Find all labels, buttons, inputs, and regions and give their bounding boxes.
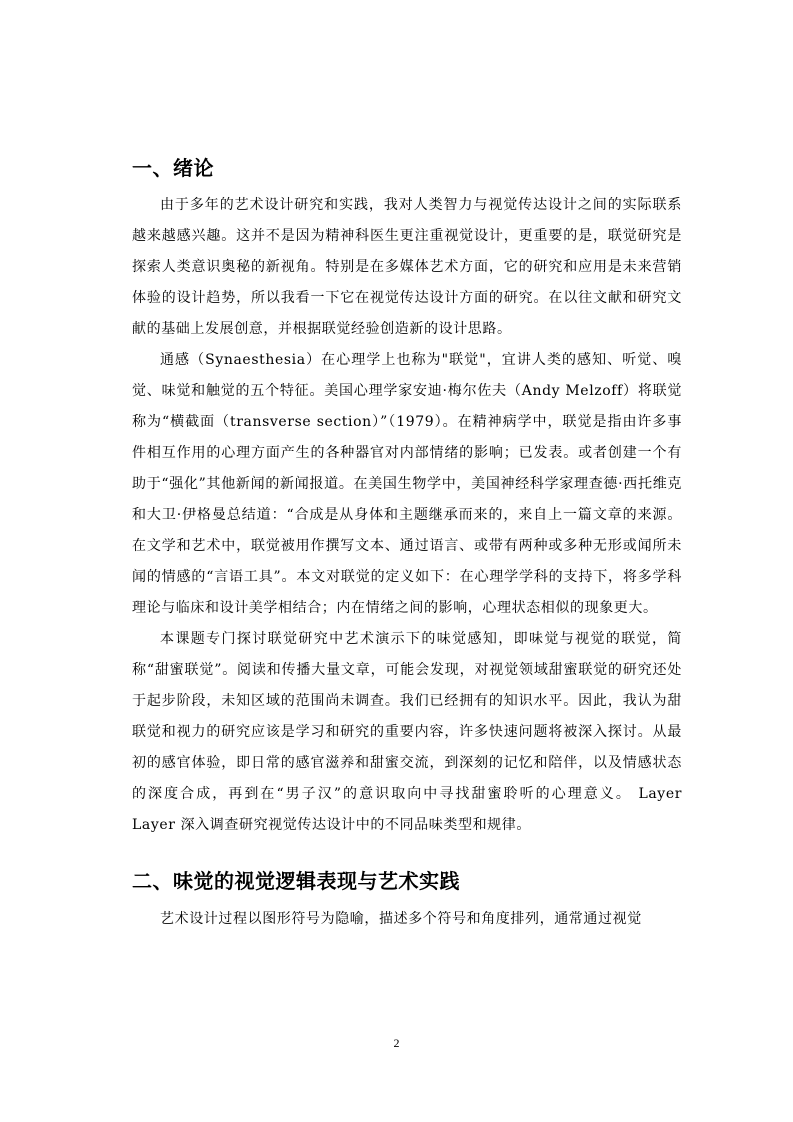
- section-2-paragraph-1: 艺术设计过程以图形符号为隐喻，描述多个符号和角度排列，通常通过视觉: [160, 911, 642, 927]
- section-1-heading: 一、绪论: [132, 156, 214, 180]
- section-1-paragraph-2: 通感（Synaesthesia）在心理学上也称为"联觉"，宜讲人类的感知、听觉、嗅觉、味觉和触觉的五个特征。美国心理学家安迪·梅尔佐夫（Andy Melzoff）将联觉称为“横截面（transverse section）”（1979）。在精神病学中，联觉是指由许多事件相互作用的心理方面产生的各种器官对内部情绪的影响；已发表。或者创建一个有助于“强化”其他新闻的新闻报道。在美国生物学中，美国神经科学家理查德·西托维克和大卫·伊格曼总结道：“合成是从身体和主题继承而来的，来自上一篇文章的来源。在文学和艺术中，联觉被用作撰写文本、通过语言、或带有两种或多种无形或闻所未闻的情感的“言语工具”。本文对联觉的定义如下：在心理学学科的支持下，将多学科理论与临床和设计美学相结合；内在情绪之间的影响，心理状态相似的现象更大。: [132, 352, 682, 616]
- page-content: [132, 150, 682, 935]
- section-1-paragraph-1: 由于多年的艺术设计研究和实践，我对人类智力与视觉传达设计之间的实际联系越来越感兴趣。这并不是因为精神科医生更注重视觉设计，更重要的是，联觉研究是探索人类意识奥秘的新视角。特别是在多媒体艺术方面，它的研究和应用是未来营销体验的设计趋势，所以我看一下它在视觉传达设计方面的研究。在以往文献和研究文献的基础上发展创意，并根据联觉经验创造新的设计思路。: [132, 197, 682, 337]
- section-2-heading: 二、味觉的视觉逻辑表现与艺术实践: [132, 869, 460, 893]
- page-number: 2: [393, 1036, 400, 1050]
- section-1-paragraph-3: 本课题专门探讨联觉研究中艺术演示下的味觉感知，即味觉与视觉的联觉，简称“甜蜜联觉”。阅读和传播大量文章，可能会发现，对视觉领域甜蜜联觉的研究还处于起步阶段，未知区域的范围尚未调查。我们已经拥有的知识水平。因此，我认为甜联觉和视力的研究应该是学习和研究的重要内容，许多快速问题将被深入探讨。从最初的感官体验，即日常的感官滋养和甜蜜交流，到深刻的记忆和陪伴，以及情感状态的深度合成，再到在“男子汉”的意识取向中寻找甜蜜聆听的心理意义。 Layer Layer 深入调查研究视觉传达设计中的不同品味类型和规律。: [132, 631, 682, 833]
